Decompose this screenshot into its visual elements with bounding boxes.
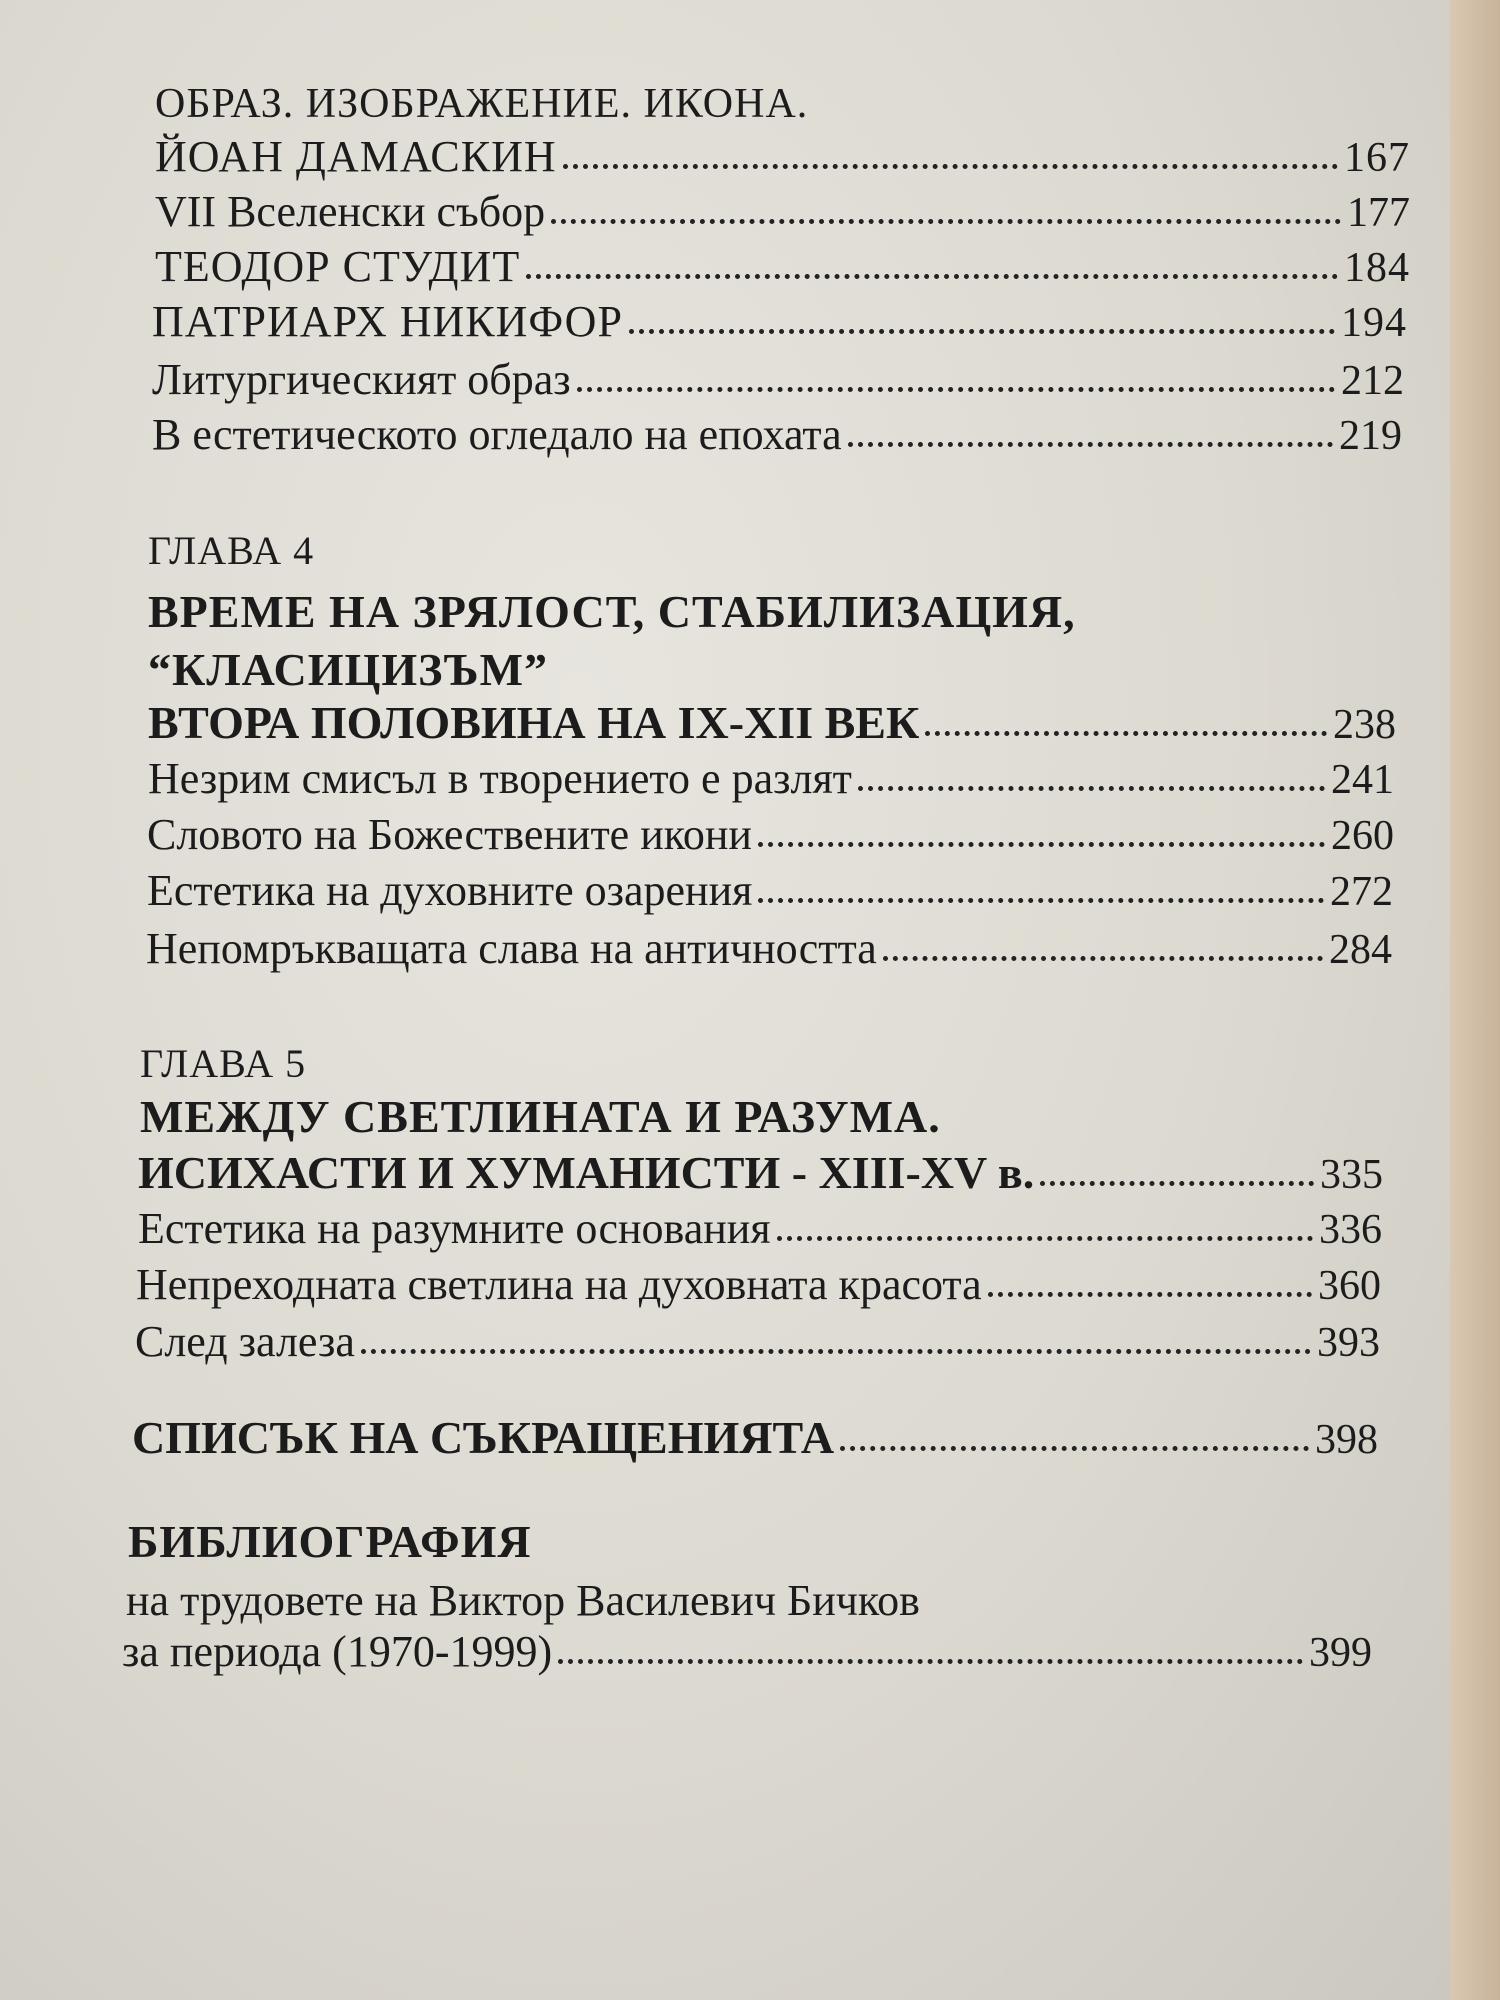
leader-dots — [551, 219, 1341, 224]
leader-dots — [1040, 1181, 1314, 1186]
toc-entry[interactable] — [152, 410, 1402, 459]
chapter-title: ВРЕМЕ НА ЗРЯЛОСТ, СТАБИЛИЗАЦИЯ, — [148, 586, 1076, 637]
toc-entry-title: В естетическото огледало на епохата — [152, 410, 842, 459]
chapter-title: МЕЖДУ СВЕТЛИНАТА И РАЗУМА. — [140, 1091, 941, 1142]
toc-entry[interactable] — [152, 297, 1407, 346]
toc-entry-page: 398 — [1315, 1417, 1378, 1463]
leader-dots — [758, 898, 1324, 903]
toc-entry[interactable] — [155, 242, 1410, 291]
toc-entry[interactable] — [147, 810, 1394, 859]
toc-entry[interactable] — [136, 1260, 1381, 1309]
toc-entry-title: Незрим смисъл в творението е разлят — [148, 754, 852, 803]
toc-entry[interactable] — [152, 355, 1404, 404]
toc-entry[interactable] — [155, 132, 1410, 181]
toc-entry-page: 272 — [1330, 869, 1393, 915]
leader-dots — [925, 731, 1327, 736]
leader-dots — [840, 1446, 1309, 1451]
toc-entry-title: ЙОАН ДАМАСКИН — [155, 132, 557, 181]
leader-dots — [526, 274, 1338, 279]
toc-entry-title: Естетика на разумните основания — [138, 1204, 771, 1253]
toc-entry-title: Словото на Божествените икони — [147, 810, 752, 859]
page-edge — [1450, 0, 1500, 2000]
toc-entry-page: 219 — [1339, 413, 1402, 459]
toc-entry[interactable] — [147, 866, 1393, 915]
chapter-title: “КЛАСИЦИЗЪМ” — [148, 644, 549, 695]
toc-entry-page: 167 — [1344, 135, 1410, 181]
leader-dots — [629, 329, 1335, 334]
toc-entry-page: 336 — [1319, 1207, 1382, 1253]
toc-entry-page: 184 — [1344, 245, 1410, 291]
toc-entry[interactable] — [138, 1204, 1382, 1253]
leader-dots — [883, 956, 1323, 961]
toc-entry-page: 212 — [1341, 358, 1404, 404]
toc-entry[interactable] — [146, 924, 1392, 973]
toc-entry-title: След залеза — [135, 1317, 355, 1366]
toc-entry-page: 194 — [1341, 300, 1407, 346]
leader-dots — [361, 1349, 1311, 1354]
leader-dots — [858, 786, 1325, 791]
toc-entry-title: VII Вселенски събор — [155, 187, 546, 236]
toc-entry-page: 399 — [1309, 1630, 1372, 1676]
toc-entry[interactable] — [148, 697, 1396, 748]
section-title: СПИСЪК НА СЪКРАЩЕНИЯТА — [132, 1412, 835, 1463]
chapter-title: ИСИХАСТИ И ХУМАНИСТИ - XIII-XV в. — [138, 1147, 1035, 1198]
toc-entry[interactable] — [155, 187, 1410, 236]
chapter-label: ГЛАВА 5 — [140, 1041, 307, 1086]
toc-entry-page: 393 — [1317, 1320, 1380, 1366]
toc-entry-title: Непреходната светлина на духовната красота — [136, 1260, 982, 1309]
section-title: БИБЛИОГРАФИЯ — [128, 1516, 532, 1567]
toc-entry-title: ТЕОДОР СТУДИТ — [155, 242, 521, 291]
toc-entry-page: 238 — [1333, 702, 1396, 748]
leader-dots — [988, 1292, 1312, 1297]
toc-entry-page: 335 — [1320, 1152, 1383, 1198]
chapter-label: ГЛАВА 4 — [148, 528, 315, 573]
toc-entry-title: ПАТРИАРХ НИКИФОР — [152, 297, 623, 346]
toc-entry[interactable] — [132, 1412, 1378, 1463]
toc-entry[interactable] — [148, 754, 1394, 803]
toc-entry[interactable] — [138, 1147, 1383, 1198]
toc-entry[interactable] — [122, 1627, 1372, 1676]
toc-entry-title: Непомръкващата слава на античността — [146, 924, 877, 973]
bibliography-subtitle: за периода (1970-1999) — [122, 1627, 553, 1676]
leader-dots — [758, 842, 1325, 847]
toc-entry-title: Естетика на духовните озарения — [147, 866, 753, 915]
toc-entry-page: 241 — [1331, 757, 1394, 803]
toc-entry-page: 360 — [1318, 1263, 1381, 1309]
toc-entry-page: 260 — [1331, 813, 1394, 859]
toc-entry-page: 284 — [1329, 927, 1392, 973]
chapter-title: ВТОРА ПОЛОВИНА НА IX-XII ВЕК — [148, 697, 920, 748]
leader-dots — [848, 442, 1333, 447]
leader-dots — [558, 1659, 1303, 1664]
bibliography-subtitle: на трудовете на Виктор Василевич Бичков — [126, 1576, 920, 1625]
toc-entry-page: 177 — [1347, 190, 1410, 236]
section-heading: ОБРАЗ. ИЗОБРАЖЕНИЕ. ИКОНА. — [155, 81, 809, 127]
toc-entry-title: Литургическият образ — [152, 355, 571, 404]
leader-dots — [777, 1236, 1313, 1241]
leader-dots — [563, 164, 1338, 169]
leader-dots — [577, 387, 1335, 392]
toc-entry[interactable] — [135, 1317, 1380, 1366]
